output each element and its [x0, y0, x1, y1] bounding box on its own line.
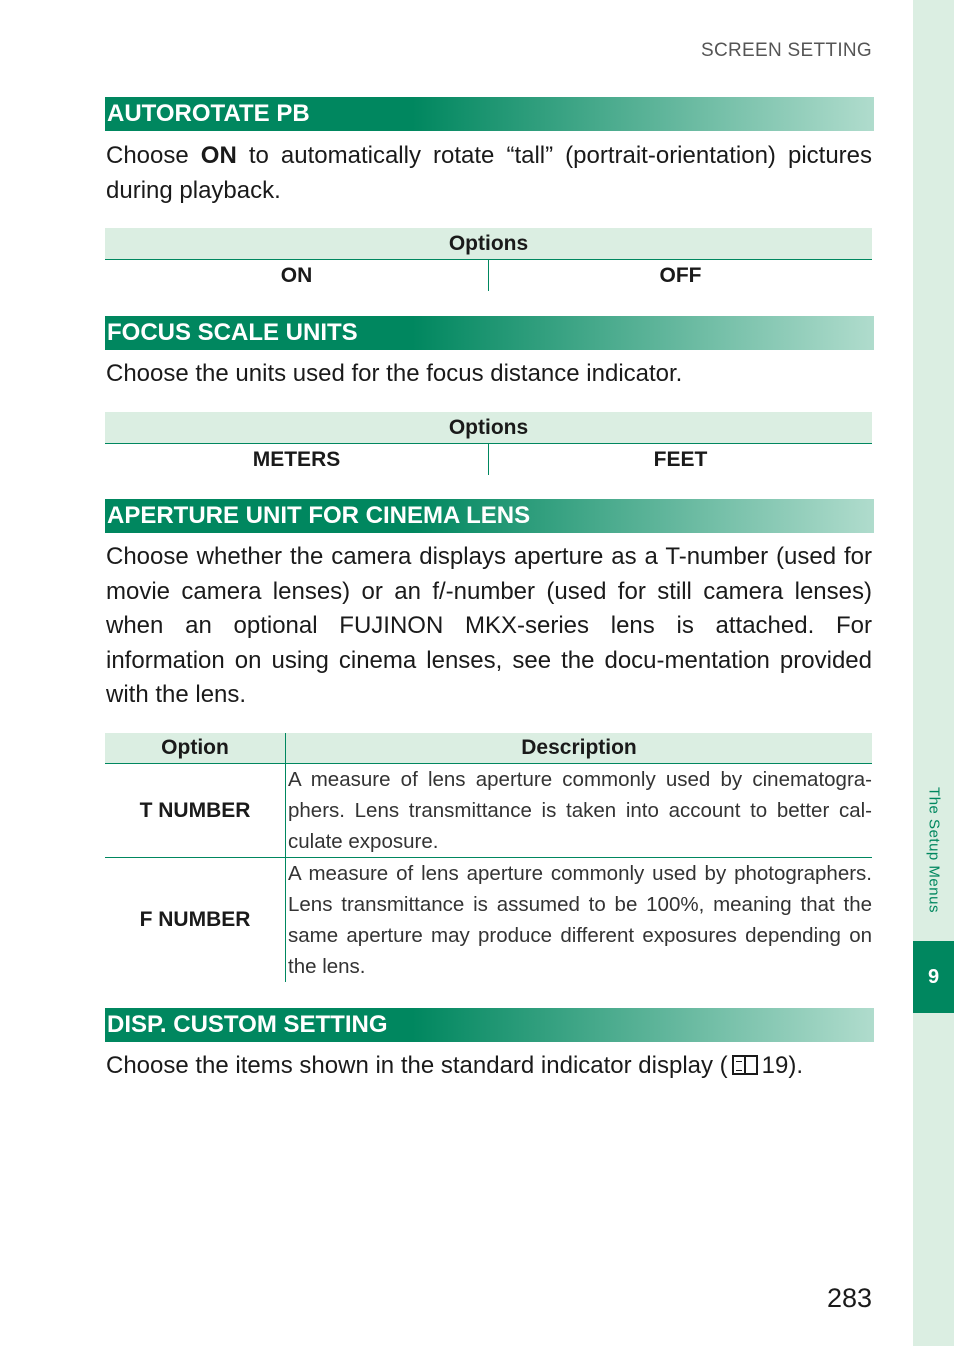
header-description: Description — [285, 733, 872, 763]
page-reference-link[interactable]: 19 — [761, 1052, 789, 1079]
focus-scale-paragraph: Choose the units used for the focus distance indicator. — [106, 360, 683, 387]
options-header: Options — [105, 412, 872, 444]
options-row — [105, 444, 872, 475]
autorotate-on-term: ON — [200, 142, 237, 169]
section-heading-aperture-unit: APERTURE UNIT FOR CINEMA LENS — [105, 499, 874, 533]
row-description: A measure of lens aperture commonly used by photographers. Lens transmittance is assumed to be 100%, meaning that the same aperture may produce different exposures depending on the lens. — [285, 858, 872, 982]
option-off: OFF — [488, 260, 872, 291]
aperture-unit-table — [105, 733, 872, 982]
chapter-side-label: The Setup Menus — [925, 787, 943, 913]
option-on: ON — [280, 264, 313, 287]
row-description: A measure of lens aperture commonly used by cinematogra-phers. Lens transmittance is taken into account to better cal-culate exposure. — [285, 764, 872, 857]
disp-custom-text-post: ). — [788, 1052, 804, 1079]
running-head: SCREEN SETTING — [701, 40, 872, 61]
autorotate-text-post: to automatically rotate “tall” (portrait-orientation) pictures during playback. — [106, 142, 873, 204]
autorotate-options-table — [105, 228, 872, 291]
autorotate-text-pre: Choose — [106, 142, 201, 169]
section-heading-focus-scale: FOCUS SCALE UNITS — [105, 316, 874, 350]
table-row — [105, 858, 872, 982]
focus-scale-options-table — [105, 412, 872, 475]
options-header: Options — [105, 228, 872, 260]
disp-custom-paragraph — [106, 1049, 872, 1084]
table-row — [105, 764, 872, 858]
options-row — [105, 260, 872, 291]
aperture-unit-paragraph: Choose whether the camera displays aperture as a T-number (used for movie camera lenses) or an f/-number (used for still camera lenses) when an optional FUJINON MKX-series lens is attached. For information on using cinema lenses, see the docu-mentation provided with the lens. — [106, 543, 872, 708]
option-meters: METERS — [252, 448, 341, 471]
page-number: 283 — [826, 1283, 872, 1313]
side-strip — [913, 0, 954, 1346]
autorotate-paragraph — [106, 139, 872, 208]
option-feet: FEET — [488, 444, 872, 475]
row-option-t-number: T NUMBER — [139, 798, 251, 822]
header-option: Option — [161, 736, 229, 759]
row-option-f-number: F NUMBER — [139, 908, 251, 931]
table-header — [105, 733, 872, 764]
book-icon — [732, 1055, 758, 1075]
section-heading-autorotate: AUTOROTATE PB — [105, 97, 874, 131]
disp-custom-text-pre: Choose the items shown in the standard indicator display ( — [106, 1052, 728, 1079]
chapter-tab[interactable]: 9 — [913, 941, 954, 1013]
section-heading-disp-custom: DISP. CUSTOM SETTING — [105, 1008, 874, 1042]
